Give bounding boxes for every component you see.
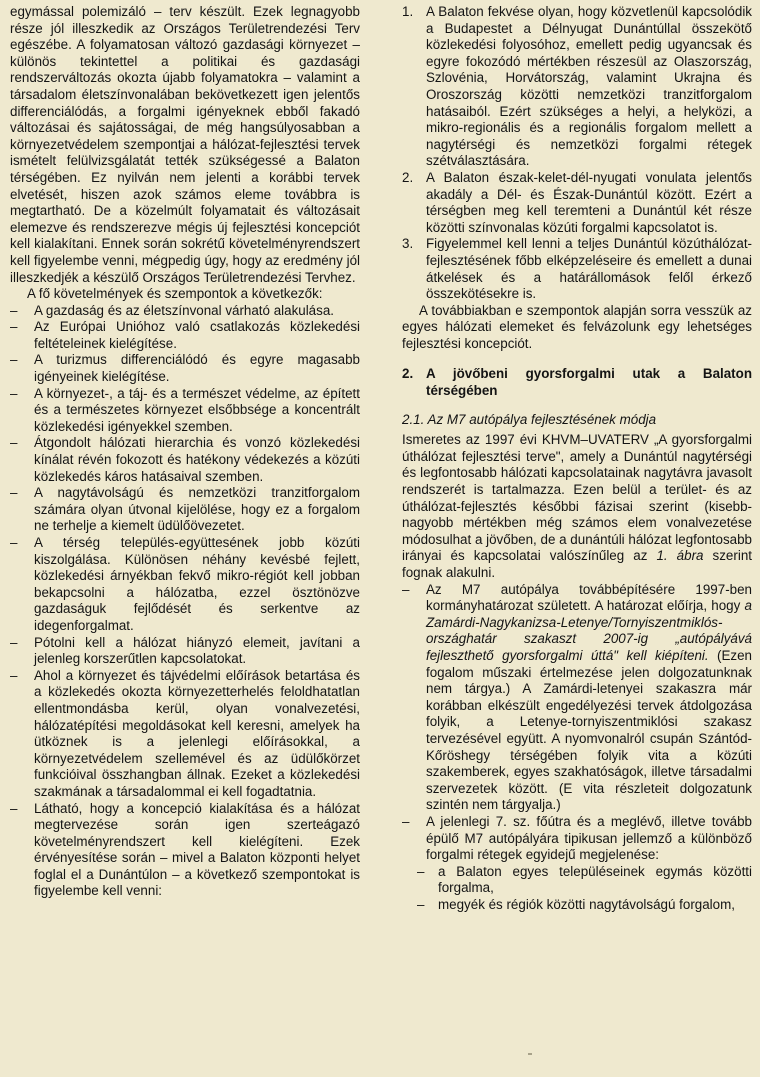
point-text: A Balaton fekvése olyan, hogy közvetlenül kapcsolódik a Budapestet a Délnyugat Dunántúllal összekötő közlekedési folyosóhoz, emellett pedig ugyancsak és egyre fokozódó mértékben részesül az Olaszország, Szlovénia, Horvátország, valamint Ukrajna és Oroszország közötti nemzetközi tranzitforgalom hatásaiból. Ezért szükséges a helyi, a helyközi, a mikro-regionális és a regionális forgalom mellett a nagytérségi és nemzetközi forgalmi rétegek szétválasztására.	[426, 4, 752, 169]
left-column	[10, 4, 360, 900]
subsection-intro	[402, 432, 752, 581]
point-text: Figyelemmel kell lenni a teljes Dunántúl közúthálózat-fejlesztésének főbb elképzeléseire és emellett a dunai átkelések és a határállomások felől érkező összekötésekre is.	[426, 236, 752, 302]
list-item: – Pótolni kell a hálózat hiányzó elemeit, javítani a jelenleg korszerűtlen kapcsolatokat.	[10, 635, 360, 668]
list-item: – A jelenlegi 7. sz. főútra és a meglévő, illetve tovább épülő M7 autópályára tipikusan jellemző a különböző forgalmi rétegek egyidejű megjelenése:	[402, 814, 752, 864]
right-column	[402, 4, 752, 913]
list-item: – Látható, hogy a koncepció kialakítása és a hálózat megtervezése során igen szerteágazó követelményrendszert kell kielégíteni. Ezek érvényesítése során – mivel a Balaton központi helyet foglal el a Dunántúlon – a következő szempontokat is figyelembe kell venni:	[10, 801, 360, 901]
list-item	[402, 582, 752, 814]
intro-text: Ismeretes az 1997 évi KHVM–UVATERV „A gyorsforgalmi úthálózat fejlesztési terve", amely a Dunántúl nagytérségi és legfontosabb hálózati kapcsolatainak nagytávra javasolt rendszerét is tartalmazza. Ezen belül a terület- és az úthálózat-fejlesztés későbbi fázisai szerint (kisebb-nagyobb mértékben még számos elem vonalvezetése módosulhat a jövőben, de a dunántúli hálózat legfontosabb irányai és kapcsolatai valószínűleg az	[402, 432, 752, 564]
section-title: A jövőbeni gyorsforgalmi utak a Balaton térségében	[426, 366, 752, 399]
list-item: – A turizmus differenciálódó és egyre magasabb igényeinek kielégítése.	[10, 352, 360, 385]
point-number: 1.	[402, 4, 414, 19]
numbered-point	[402, 4, 752, 170]
continuation-paragraph: A továbbiakban e szempontok alapján sorra vesszük az egyes hálózati elemeket és felvázolunk egy lehetséges fejlesztési koncepciót.	[402, 302, 752, 351]
m7-text: Az M7 autópálya továbbépítésére 1997-ben kormányhatározat született. A határozat előírja, hogy	[426, 581, 752, 614]
m7-text-end: (Ezen fogalom műszaki értelmezése jelen dolgozatunknak nem tárgya.) A Zamárdi-letenyei szakaszra már korábban elkészült engedélyezési tervek átdolgozása folyik, a Letenye-tornyiszentmiklósi szakasz tervezésével együtt. A nyomvonalról csupán Szántód-Kőröshegy térségében folyik vita a közúti szakemberek, egyes szakhatóságok, illetve társadalmi szervezetek között. (E vita részleteit dolgozatunk szintén nem tárgyalja.)	[426, 647, 753, 813]
list-item: – A gazdaság és az életszínvonal várható alakulása.	[10, 303, 360, 320]
scan-speck	[528, 1053, 532, 1055]
section-heading	[402, 366, 752, 399]
list-item: – Ahol a környezet és tájvédelmi előírások betartása és a közlekedés okozta környezetterhelés feloldhatatlan ellentmondásba kerül, olyan vonalvezetési, hálózatépítési megoldásokat kell keresni, amelyek ha ütköznek is a jelenlegi előírásokkal, a környezetvédelem szellemével és az üdülőkörzet funkcióival összhangban állnak. Ezeket a közlekedési szakmának a társadalommal ei kell fogadtatnia.	[10, 668, 360, 801]
figure-reference: 1. ábra	[656, 548, 704, 564]
list-item: – Átgondolt hálózati hierarchia és vonzó közlekedési kínálat révén fokozott és hatékony védekezés a közúti közlekedés káros hatásaival szemben.	[10, 435, 360, 485]
point-text: A Balaton észak-kelet-dél-nyugati vonulata jelentős akadály a Dél- és Észak-Dunántúl között. Ezért a térségben meg kell teremteni a Dunántúl két része közötti színvonalas közúti forgalmi kapcsolatot is.	[426, 169, 752, 235]
list-item: – A térség település-együttesének jobb közúti kiszolgálása. Különösen néhány kevésbé fejlett, közlekedési árnyékban fekvő mikro-régiót kell jobban bekapcsolni a hálózatba, ezzel ösztönözve gazdaságuk fejlődését és serkentve az idegenforgalmat.	[10, 535, 360, 635]
point-number: 3.	[402, 236, 414, 252]
list-item: – Az Európai Unióhoz való csatlakozás közlekedési feltételeinek kielégítése.	[10, 319, 360, 352]
numbered-point	[402, 170, 752, 236]
intro-paragraph: egymással polemizáló – terv készült. Ezek legnagyobb része jól illeszkedik az Országos Területrendezési Terv egészébe. A folyamatosan változó gazdasági környezet – különös tekintettel a politikai és gazdasági rendszerváltozás okozta újabb folyamatokra – valamint a társadalom életszínvonalában bekövetkezett igen jelentős differenciálódás, a forgalmi igényeknek ebből fakadó változásai és sajátosságai, de még hangsúlyosabban a környezetvédelem szempontjai a hálózat-fejlesztési tervek ismételt felülvizsgálatát tették szükségessé a Balaton térségében. Ez nyilván nem jelenti a korábbi tervek elvetését, hiszen azok számos eleme továbbra is megtartható. De a közelmúlt folyamatait és változásait elemezve és rendszerezve mégis új fejlesztési koncepciót kell kialakítani. Ennek során sokrétű követelményrendszert kell figyelembe venni, mégpedig úgy, hogy az eredmény jól illeszkedjék a készülő Országos Területrendezési Tervhez.	[10, 4, 360, 285]
sub-list-item: – megyék és régiók közötti nagytávolságú forgalom,	[402, 897, 752, 914]
subsection-heading: 2.1. Az M7 autópálya fejlesztésének módja	[402, 411, 657, 427]
sub-list-item: – a Balaton egyes településeinek egymás közötti forgalma,	[402, 864, 752, 897]
list-item: – A nagytávolságú és nemzetközi tranzitforgalom számára olyan útvonal kijelölése, hogy ez a forgalom ne terhelje a kiemelt üdülőövezetet.	[10, 485, 360, 535]
list-item: – A környezet-, a táj- és a természet védelme, az épített és a természetes környezet elsőbbsége a koncentrált közlekedési igényekkel szemben.	[10, 386, 360, 436]
section-number: 2.	[402, 366, 414, 382]
criteria-intro: A fő követelmények és szempontok a következők:	[27, 286, 323, 302]
point-number: 2.	[402, 169, 414, 185]
m7-decision-quote: a Zamárdi-Nagykanizsa-Letenye/Tornyiszentmiklós-országhatár szakaszt 2007-ig „autópályává fejleszthető gyorsforgalmi úttá" kell kiépíteni.	[426, 598, 752, 663]
numbered-point	[402, 236, 752, 302]
intro-text-end: szerint fognak alakulni.	[402, 548, 752, 580]
